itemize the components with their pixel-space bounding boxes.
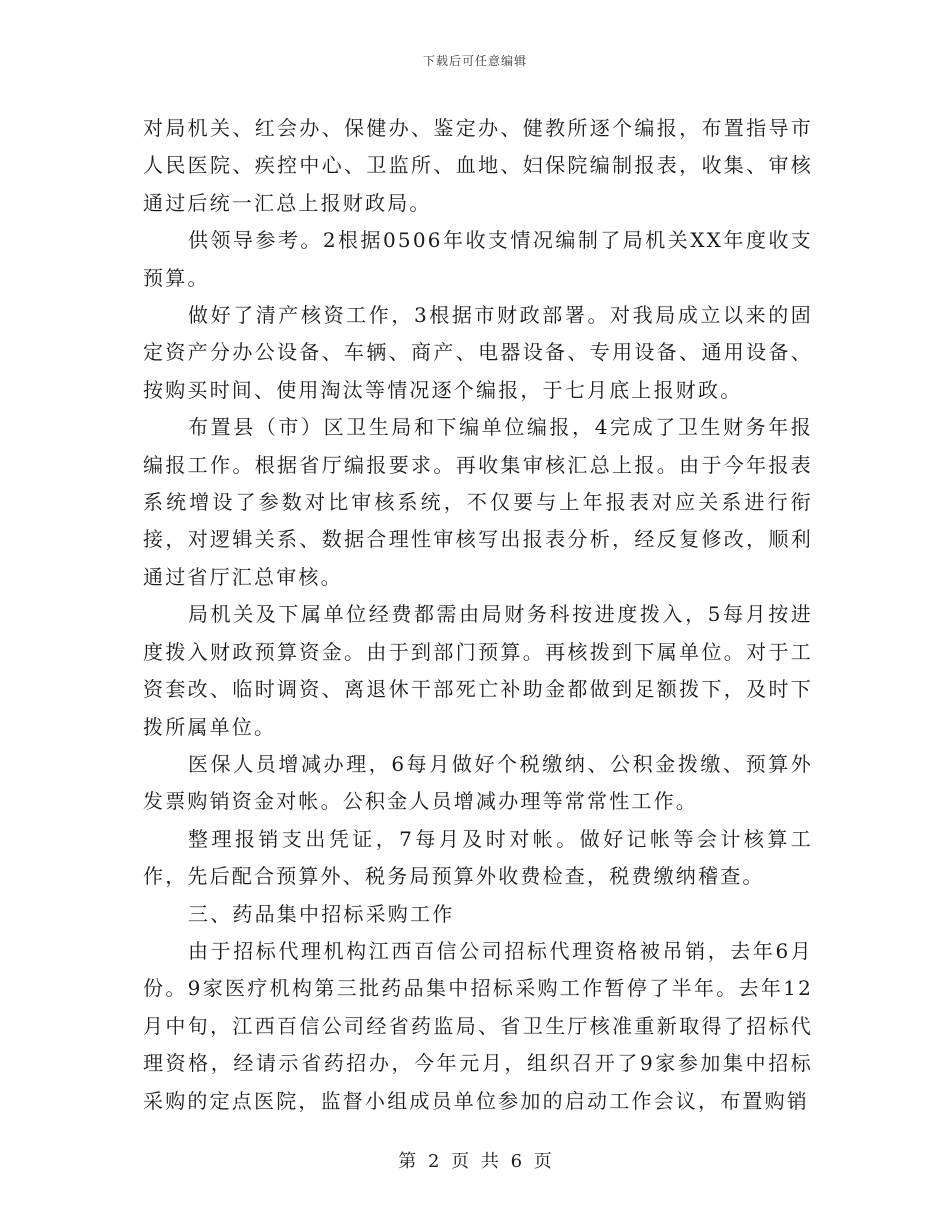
page-label: 第 [398, 1151, 417, 1172]
paragraph: 对局机关、红会办、保健办、鉴定办、健教所逐个编报，布置指导市人民医院、疾控中心、卫监所、血地、妇保院编制报表，收集、审核通过后统一汇总上报财政局。 [143, 116, 813, 215]
section-heading: 三、药品集中招标采购工作 [188, 901, 455, 926]
page-footer [0, 1147, 950, 1173]
paragraph: 医保人员增减办理，6每月做好个税缴纳、公积金拨缴、预算外发票购销资金对帐。公积金人员增减办理等常常性工作。 [143, 751, 813, 814]
paragraph: 局机关及下属单位经费都需由局财务科按进度拨入，5每月按进度拨入财政预算资金。由于到部门预算。再核拨到下属单位。对于工资套改、临时调资、离退休干部死亡补助金都做到足额拨下，及时下拨所属单位。 [143, 602, 813, 739]
paragraph: 布置县（市）区卫生局和下编单位编报，4完成了卫生财务年报编报工作。根据省厅编报要求。再收集审核汇总上报。由于今年报表系统增设了参数对比审核系统，不仅要与上年报表对应关系进行衔接，对逻辑关系、数据合理性审核写出报表分析，经反复修改，顺利通过省厅汇总审核。 [143, 415, 813, 589]
paragraph: 供领导参考。2根据0506年收支情况编制了局机关XX年度收支预算。 [143, 228, 813, 290]
page-number: 2 [427, 1151, 440, 1172]
total-pages: 6 [510, 1151, 523, 1172]
total-label: 共 [480, 1151, 499, 1172]
document-body [143, 110, 813, 1120]
page-unit: 页 [451, 1151, 470, 1172]
page-header: 下载后可任意编辑 [422, 54, 527, 68]
paragraph: 整理报销支出凭证，7每月及时对帐。做好记帐等会计核算工作，先后配合预算外、税务局预算外收费检查，税费缴纳稽查。 [143, 826, 813, 889]
paragraph: 做好了清产核资工作，3根据市财政部署。对我局成立以来的固定资产分办公设备、车辆、商产、电器设备、专用设备、通用设备、按购买时间、使用淘汰等情况逐个编报，于七月底上报财政。 [143, 303, 813, 402]
total-unit: 页 [533, 1151, 552, 1172]
paragraph: 由于招标代理机构江西百信公司招标代理资格被吊销，去年6月份。9家医疗机构第三批药品集中招标采购工作暂停了半年。去年12月中旬，江西百信公司经省药监局、省卫生厅核准重新取得了招标代理资格，经请示省药招办，今年元月，组织召开了9家参加集中招标采购的定点医院，监督小组成员单位参加的启动工作会议，布置购销 [143, 938, 813, 1113]
